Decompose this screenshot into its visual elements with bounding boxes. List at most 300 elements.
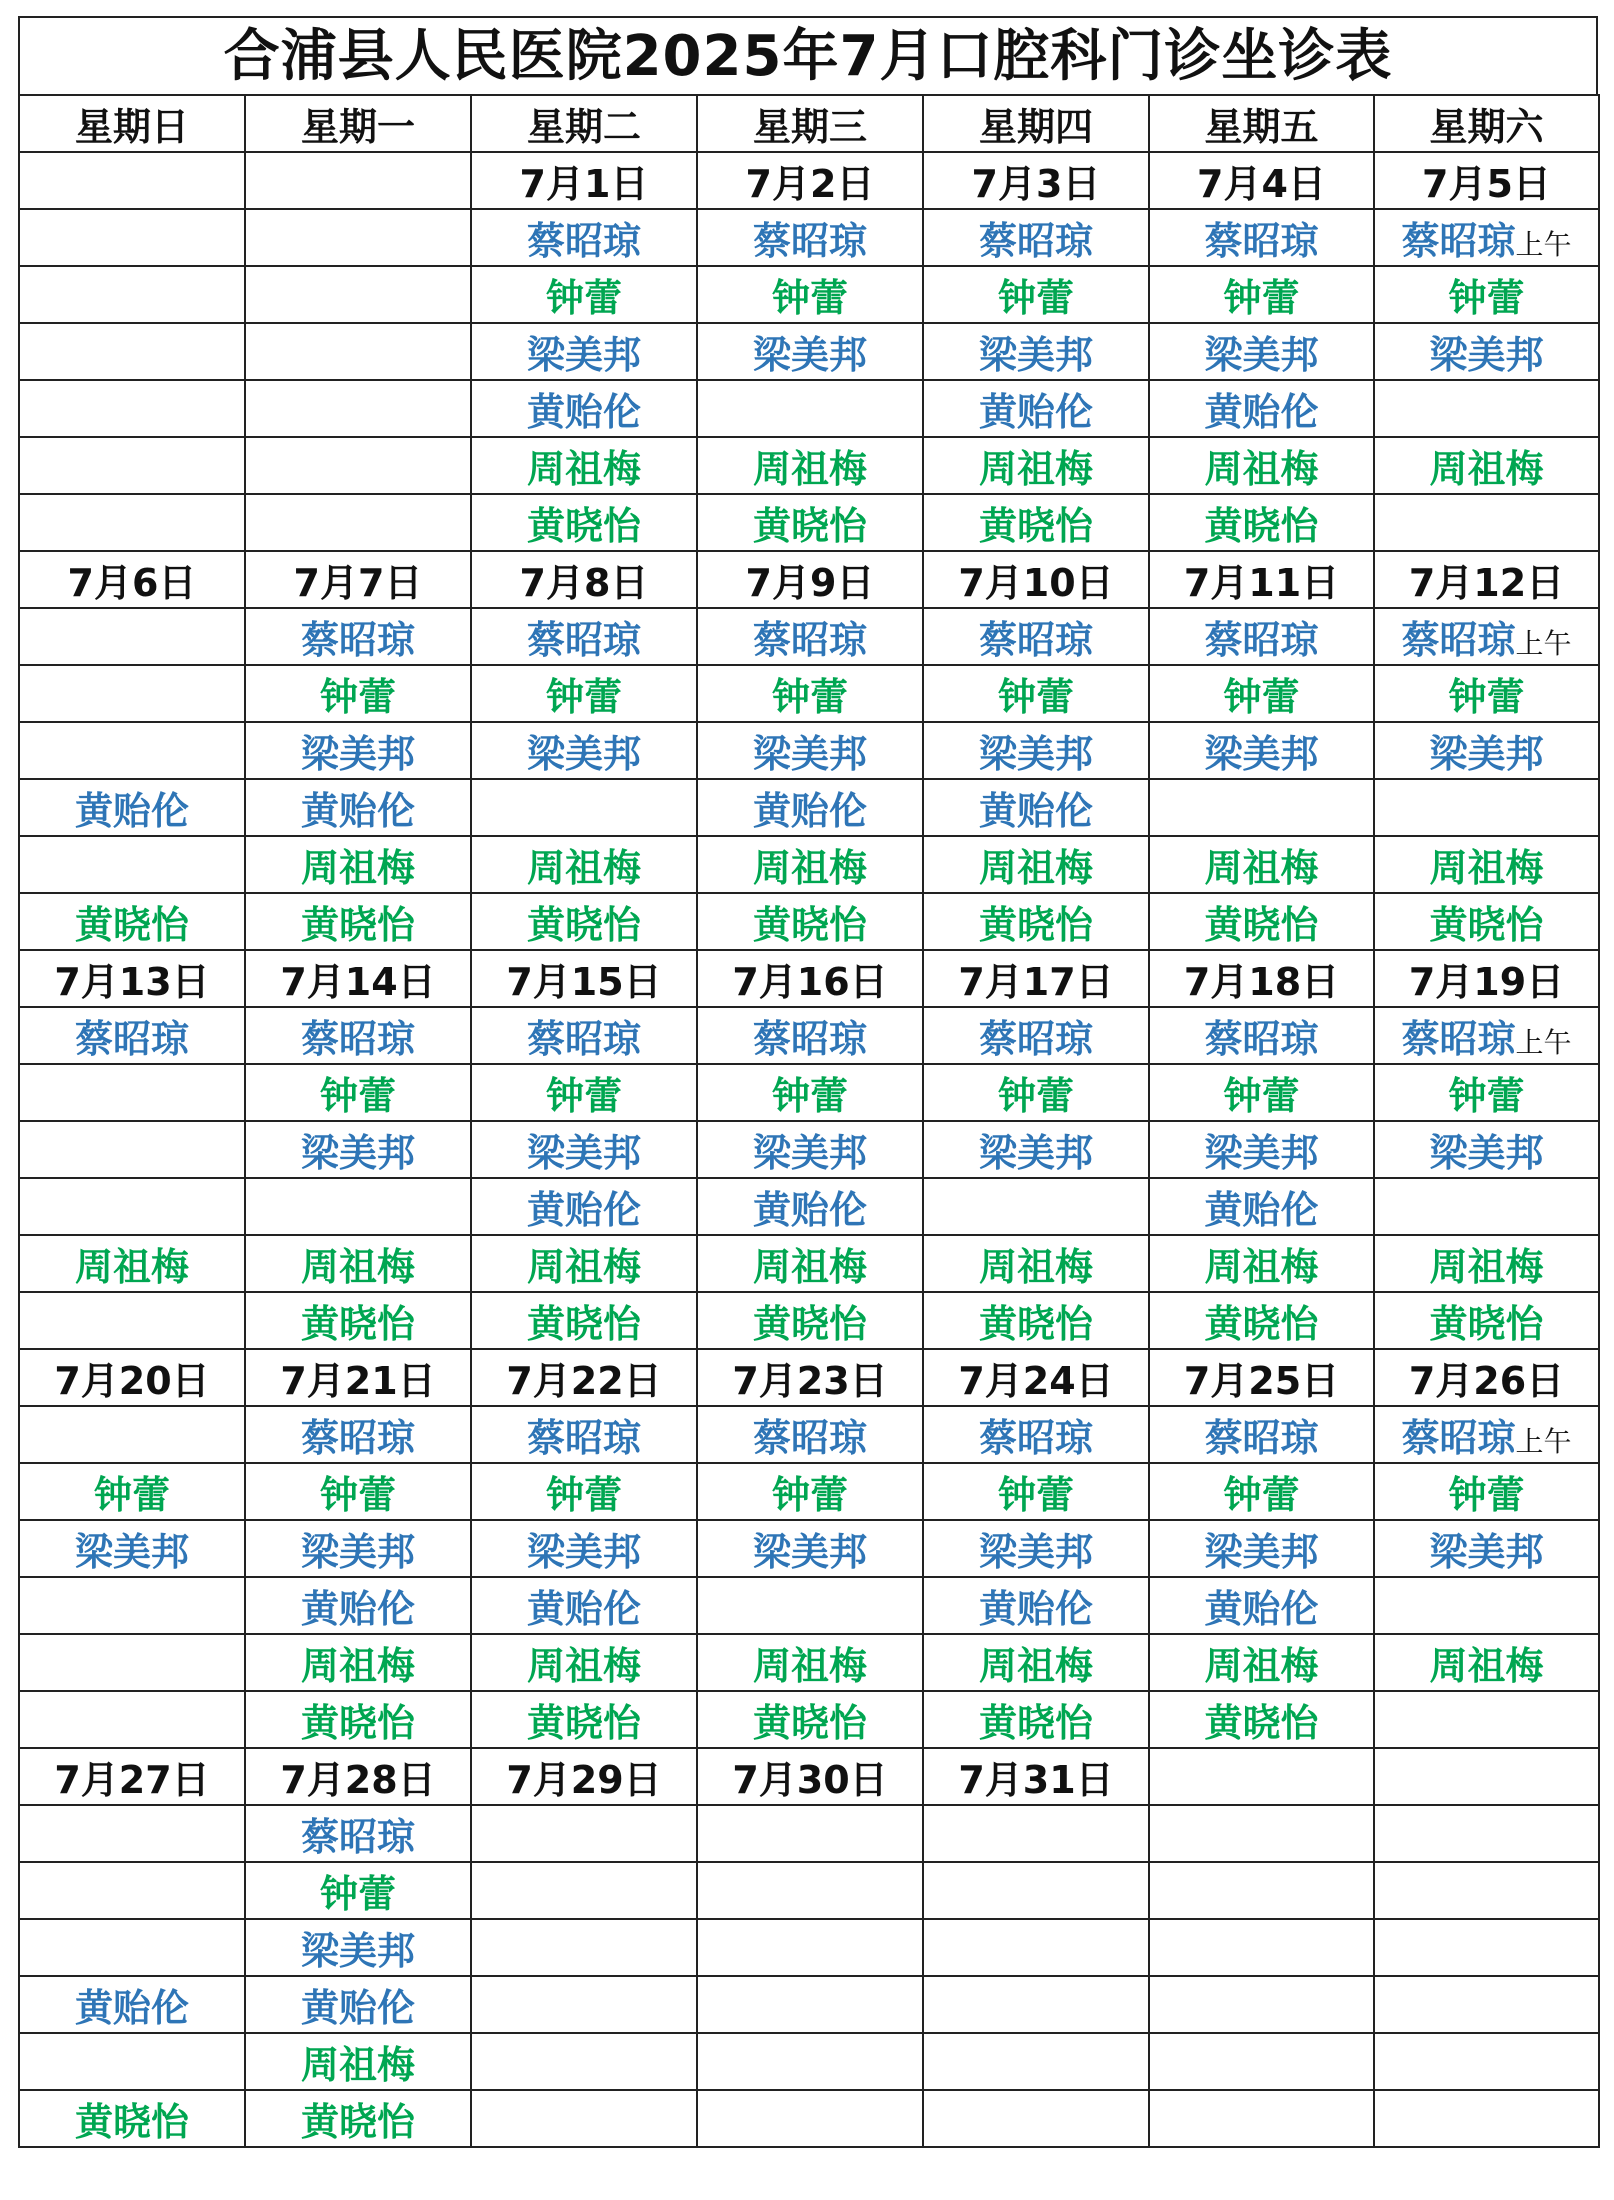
doctor-cell — [19, 1121, 245, 1178]
doctor-cell — [19, 893, 245, 950]
doctor-cell — [697, 893, 923, 950]
date-cell: 7月1日 — [471, 152, 697, 209]
date-cell: 7月14日 — [245, 950, 471, 1007]
date-cell — [19, 152, 245, 209]
doctor-name: 周祖梅 — [1204, 1245, 1319, 1289]
doctor-cell — [923, 1862, 1149, 1919]
doctor-name: 钟蕾 — [93, 1473, 170, 1517]
doctor-cell — [1374, 836, 1599, 893]
doctor-cell — [471, 1520, 697, 1577]
doctor-cell — [471, 836, 697, 893]
doctor-cell — [1374, 1520, 1599, 1577]
date-cell: 7月21日 — [245, 1349, 471, 1406]
doctor-cell — [697, 1121, 923, 1178]
doctor-name: 蔡昭琼 — [526, 618, 641, 662]
doctor-cell — [923, 722, 1149, 779]
doctor-cell — [19, 437, 245, 494]
doctor-name: 蔡昭琼 — [300, 1017, 415, 1061]
doctor-cell — [245, 1520, 471, 1577]
doctor-name: 钟蕾 — [1448, 276, 1525, 320]
doctor-name: 周祖梅 — [1204, 1644, 1319, 1688]
page-title: 合浦县人民医院2025年7月口腔科门诊坐诊表 — [18, 16, 1598, 94]
date-row — [19, 1349, 1599, 1406]
doctor-cell — [1374, 1862, 1599, 1919]
doctor-cell — [19, 1691, 245, 1748]
doctor-cell — [245, 1406, 471, 1463]
doctor-name: 周祖梅 — [1204, 846, 1319, 890]
date-cell: 7月18日 — [1149, 950, 1374, 1007]
doctor-name: 梁美邦 — [752, 1530, 867, 1574]
doctor-cell — [923, 1691, 1149, 1748]
doctor-cell — [471, 1121, 697, 1178]
doctor-name: 周祖梅 — [752, 846, 867, 890]
doctor-cell — [19, 266, 245, 323]
doctor-cell — [19, 1064, 245, 1121]
doctor-name: 黄贻伦 — [752, 1188, 867, 1232]
doctor-cell — [1374, 1406, 1599, 1463]
doctor-name: 梁美邦 — [74, 1530, 189, 1574]
doctor-cell — [245, 1292, 471, 1349]
doctor-name: 黄晓怡 — [526, 1701, 641, 1745]
date-cell: 7月10日 — [923, 551, 1149, 608]
doctor-cell — [471, 779, 697, 836]
doctor-cell — [697, 1406, 923, 1463]
doctor-row — [19, 779, 1599, 836]
weekday-header: 星期四 — [923, 95, 1149, 152]
doctor-cell — [1374, 1235, 1599, 1292]
weekday-header: 星期二 — [471, 95, 697, 152]
doctor-cell — [1149, 1406, 1374, 1463]
doctor-cell — [471, 1919, 697, 1976]
date-cell: 7月7日 — [245, 551, 471, 608]
doctor-name: 钟蕾 — [1223, 675, 1300, 719]
doctor-name: 周祖梅 — [526, 447, 641, 491]
date-cell: 7月20日 — [19, 1349, 245, 1406]
doctor-cell — [471, 1691, 697, 1748]
doctor-cell — [697, 779, 923, 836]
doctor-name: 蔡昭琼 — [74, 1017, 189, 1061]
doctor-cell — [1149, 209, 1374, 266]
doctor-cell — [1374, 209, 1599, 266]
doctor-cell — [697, 1178, 923, 1235]
doctor-name: 梁美邦 — [300, 1131, 415, 1175]
doctor-cell — [923, 779, 1149, 836]
doctor-cell — [245, 1577, 471, 1634]
doctor-cell — [1374, 437, 1599, 494]
doctor-row — [19, 1178, 1599, 1235]
doctor-name: 钟蕾 — [771, 276, 848, 320]
date-cell: 7月24日 — [923, 1349, 1149, 1406]
doctor-cell — [697, 2033, 923, 2090]
doctor-cell — [19, 608, 245, 665]
doctor-cell — [245, 1007, 471, 1064]
doctor-name: 钟蕾 — [319, 675, 396, 719]
doctor-name: 蔡昭琼 — [752, 618, 867, 662]
shift-note: 上午 — [1515, 228, 1572, 261]
date-cell: 7月4日 — [1149, 152, 1374, 209]
doctor-cell — [245, 266, 471, 323]
date-cell: 7月16日 — [697, 950, 923, 1007]
doctor-row — [19, 323, 1599, 380]
doctor-cell — [1374, 1919, 1599, 1976]
doctor-name: 蔡昭琼 — [752, 1416, 867, 1460]
doctor-name: 周祖梅 — [526, 1245, 641, 1289]
doctor-row — [19, 1805, 1599, 1862]
doctor-cell — [697, 437, 923, 494]
doctor-row — [19, 2033, 1599, 2090]
doctor-name: 蔡昭琼 — [978, 618, 1093, 662]
doctor-name: 钟蕾 — [545, 1074, 622, 1118]
doctor-cell — [923, 1121, 1149, 1178]
doctor-cell — [923, 2033, 1149, 2090]
doctor-name: 黄贻伦 — [1204, 390, 1319, 434]
doctor-cell — [1149, 1007, 1374, 1064]
date-cell: 7月23日 — [697, 1349, 923, 1406]
doctor-name: 黄晓怡 — [978, 903, 1093, 947]
doctor-cell — [1374, 1976, 1599, 2033]
doctor-cell — [245, 1064, 471, 1121]
doctor-cell — [245, 722, 471, 779]
doctor-cell — [697, 1805, 923, 1862]
shift-note: 上午 — [1515, 627, 1572, 660]
doctor-cell — [1149, 1178, 1374, 1235]
doctor-cell — [1149, 1976, 1374, 2033]
doctor-cell — [1374, 665, 1599, 722]
doctor-cell — [923, 1577, 1149, 1634]
doctor-row — [19, 1634, 1599, 1691]
doctor-name: 黄晓怡 — [1204, 1701, 1319, 1745]
doctor-name: 黄晓怡 — [300, 1302, 415, 1346]
doctor-name: 钟蕾 — [1448, 1473, 1525, 1517]
doctor-name: 黄贻伦 — [300, 1986, 415, 2030]
doctor-name: 蔡昭琼 — [300, 1416, 415, 1460]
doctor-cell — [471, 209, 697, 266]
doctor-cell — [19, 1862, 245, 1919]
doctor-cell — [697, 2090, 923, 2147]
doctor-cell — [1374, 2090, 1599, 2147]
doctor-name: 梁美邦 — [978, 1530, 1093, 1574]
doctor-cell — [697, 209, 923, 266]
doctor-cell — [471, 2033, 697, 2090]
doctor-name: 黄晓怡 — [526, 903, 641, 947]
doctor-cell — [697, 608, 923, 665]
doctor-cell — [19, 2090, 245, 2147]
doctor-name: 蔡昭琼 — [526, 1416, 641, 1460]
doctor-cell — [19, 779, 245, 836]
doctor-cell — [245, 1235, 471, 1292]
doctor-cell — [1149, 665, 1374, 722]
doctor-cell — [697, 1691, 923, 1748]
doctor-cell — [923, 1805, 1149, 1862]
doctor-name: 钟蕾 — [545, 675, 622, 719]
doctor-cell — [1374, 1634, 1599, 1691]
doctor-cell — [471, 1634, 697, 1691]
doctor-name: 钟蕾 — [1448, 675, 1525, 719]
date-cell: 7月17日 — [923, 950, 1149, 1007]
doctor-name: 周祖梅 — [978, 846, 1093, 890]
doctor-cell — [1374, 323, 1599, 380]
doctor-cell — [697, 665, 923, 722]
doctor-cell — [1149, 1064, 1374, 1121]
doctor-cell — [697, 1862, 923, 1919]
doctor-cell — [471, 494, 697, 551]
weekday-header: 星期五 — [1149, 95, 1374, 152]
doctor-cell — [245, 665, 471, 722]
doctor-name: 黄贻伦 — [74, 1986, 189, 2030]
doctor-row — [19, 1292, 1599, 1349]
doctor-name: 黄晓怡 — [526, 1302, 641, 1346]
doctor-cell — [697, 1976, 923, 2033]
doctor-row — [19, 665, 1599, 722]
date-row — [19, 1748, 1599, 1805]
doctor-name: 黄贻伦 — [978, 390, 1093, 434]
doctor-cell — [697, 836, 923, 893]
doctor-cell — [1149, 1121, 1374, 1178]
doctor-cell — [471, 1406, 697, 1463]
doctor-cell — [245, 1691, 471, 1748]
doctor-name: 钟蕾 — [997, 675, 1074, 719]
doctor-cell — [1149, 323, 1374, 380]
doctor-name: 蔡昭琼 — [752, 1017, 867, 1061]
doctor-name: 黄贻伦 — [526, 1587, 641, 1631]
doctor-cell — [19, 1577, 245, 1634]
date-row — [19, 152, 1599, 209]
date-cell: 7月29日 — [471, 1748, 697, 1805]
doctor-cell — [471, 1862, 697, 1919]
doctor-name: 蔡昭琼 — [1401, 219, 1516, 263]
doctor-name: 梁美邦 — [752, 1131, 867, 1175]
doctor-row — [19, 437, 1599, 494]
doctor-cell — [19, 1976, 245, 2033]
doctor-cell — [471, 1292, 697, 1349]
date-cell — [1374, 1748, 1599, 1805]
weekday-header: 星期六 — [1374, 95, 1599, 152]
doctor-cell — [923, 665, 1149, 722]
schedule-sheet — [18, 16, 1598, 2188]
doctor-name: 蔡昭琼 — [1401, 1017, 1516, 1061]
doctor-cell — [697, 1919, 923, 1976]
doctor-name: 蔡昭琼 — [526, 1017, 641, 1061]
doctor-name: 梁美邦 — [1429, 1131, 1544, 1175]
doctor-name: 蔡昭琼 — [300, 1815, 415, 1859]
doctor-cell — [1374, 2033, 1599, 2090]
doctor-cell — [245, 2090, 471, 2147]
doctor-cell — [697, 1634, 923, 1691]
doctor-name: 梁美邦 — [300, 732, 415, 776]
doctor-name: 蔡昭琼 — [978, 219, 1093, 263]
doctor-cell — [19, 1520, 245, 1577]
doctor-row — [19, 266, 1599, 323]
doctor-cell — [923, 1178, 1149, 1235]
doctor-cell — [19, 1292, 245, 1349]
doctor-name: 蔡昭琼 — [526, 219, 641, 263]
doctor-cell — [923, 1292, 1149, 1349]
doctor-cell — [1149, 779, 1374, 836]
doctor-cell — [697, 494, 923, 551]
doctor-cell — [471, 665, 697, 722]
doctor-cell — [19, 836, 245, 893]
doctor-name: 蔡昭琼 — [978, 1416, 1093, 1460]
doctor-cell — [19, 209, 245, 266]
doctor-name: 黄晓怡 — [1429, 1302, 1544, 1346]
doctor-cell — [923, 1520, 1149, 1577]
doctor-name: 钟蕾 — [545, 1473, 622, 1517]
doctor-cell — [245, 323, 471, 380]
doctor-cell — [1149, 1919, 1374, 1976]
doctor-cell — [923, 893, 1149, 950]
doctor-cell — [471, 323, 697, 380]
date-row — [19, 950, 1599, 1007]
doctor-name: 蔡昭琼 — [1401, 618, 1516, 662]
date-cell: 7月6日 — [19, 551, 245, 608]
doctor-cell — [1149, 722, 1374, 779]
doctor-cell — [923, 1919, 1149, 1976]
date-cell: 7月26日 — [1374, 1349, 1599, 1406]
doctor-name: 梁美邦 — [1429, 1530, 1544, 1574]
doctor-cell — [19, 665, 245, 722]
doctor-name: 黄晓怡 — [978, 1302, 1093, 1346]
doctor-name: 梁美邦 — [300, 1929, 415, 1973]
doctor-row — [19, 608, 1599, 665]
doctor-cell — [245, 494, 471, 551]
date-cell: 7月11日 — [1149, 551, 1374, 608]
doctor-name: 周祖梅 — [300, 1245, 415, 1289]
doctor-name: 黄晓怡 — [978, 504, 1093, 548]
doctor-cell — [245, 1178, 471, 1235]
schedule-table — [18, 94, 1600, 2148]
date-row — [19, 551, 1599, 608]
doctor-cell — [1149, 1634, 1374, 1691]
doctor-cell — [697, 1463, 923, 1520]
doctor-cell — [1374, 266, 1599, 323]
doctor-name: 梁美邦 — [1429, 732, 1544, 776]
doctor-cell — [1374, 893, 1599, 950]
doctor-name: 梁美邦 — [1204, 1530, 1319, 1574]
doctor-name: 梁美邦 — [1429, 333, 1544, 377]
doctor-cell — [245, 380, 471, 437]
doctor-name: 钟蕾 — [997, 276, 1074, 320]
doctor-cell — [245, 1862, 471, 1919]
doctor-name: 黄晓怡 — [300, 2100, 415, 2144]
doctor-cell — [923, 1235, 1149, 1292]
doctor-cell — [697, 722, 923, 779]
doctor-name: 周祖梅 — [978, 447, 1093, 491]
doctor-cell — [1374, 1463, 1599, 1520]
doctor-cell — [245, 209, 471, 266]
doctor-name: 黄贻伦 — [978, 1587, 1093, 1631]
doctor-cell — [1149, 1691, 1374, 1748]
doctor-name: 梁美邦 — [526, 732, 641, 776]
doctor-cell — [697, 266, 923, 323]
doctor-cell — [1374, 1577, 1599, 1634]
doctor-cell — [19, 2033, 245, 2090]
doctor-name: 黄贻伦 — [978, 789, 1093, 833]
doctor-name: 黄贻伦 — [752, 789, 867, 833]
doctor-cell — [697, 323, 923, 380]
doctor-cell — [1149, 494, 1374, 551]
doctor-name: 周祖梅 — [1429, 1644, 1544, 1688]
doctor-cell — [245, 1121, 471, 1178]
shift-note: 上午 — [1515, 1425, 1572, 1458]
weekday-header: 星期日 — [19, 95, 245, 152]
doctor-name: 梁美邦 — [526, 333, 641, 377]
doctor-name: 梁美邦 — [1204, 1131, 1319, 1175]
doctor-name: 黄晓怡 — [1429, 903, 1544, 947]
doctor-cell — [19, 380, 245, 437]
doctor-cell — [19, 323, 245, 380]
doctor-name: 黄贻伦 — [1204, 1188, 1319, 1232]
doctor-cell — [1149, 1520, 1374, 1577]
date-cell: 7月25日 — [1149, 1349, 1374, 1406]
doctor-row — [19, 1121, 1599, 1178]
doctor-name: 梁美邦 — [526, 1530, 641, 1574]
doctor-name: 梁美邦 — [300, 1530, 415, 1574]
doctor-cell — [923, 1463, 1149, 1520]
doctor-cell — [923, 1007, 1149, 1064]
doctor-cell — [245, 1805, 471, 1862]
doctor-cell — [471, 608, 697, 665]
doctor-name: 周祖梅 — [1429, 447, 1544, 491]
doctor-name: 周祖梅 — [300, 846, 415, 890]
doctor-name: 周祖梅 — [752, 1644, 867, 1688]
date-cell: 7月28日 — [245, 1748, 471, 1805]
doctor-cell — [1149, 893, 1374, 950]
doctor-cell — [697, 380, 923, 437]
doctor-name: 梁美邦 — [978, 1131, 1093, 1175]
doctor-name: 黄贻伦 — [74, 789, 189, 833]
doctor-name: 梁美邦 — [978, 732, 1093, 776]
doctor-cell — [1374, 779, 1599, 836]
doctor-cell — [471, 437, 697, 494]
doctor-cell — [245, 779, 471, 836]
doctor-name: 周祖梅 — [1429, 1245, 1544, 1289]
doctor-cell — [19, 1178, 245, 1235]
doctor-name: 黄晓怡 — [752, 1701, 867, 1745]
doctor-cell — [1374, 1292, 1599, 1349]
doctor-name: 周祖梅 — [300, 2043, 415, 2087]
doctor-cell — [1374, 1121, 1599, 1178]
doctor-name: 黄晓怡 — [526, 504, 641, 548]
doctor-cell — [923, 1976, 1149, 2033]
doctor-name: 梁美邦 — [1204, 732, 1319, 776]
doctor-name: 钟蕾 — [319, 1473, 396, 1517]
doctor-cell — [471, 1463, 697, 1520]
doctor-cell — [19, 1634, 245, 1691]
weekday-header-row — [19, 95, 1599, 152]
doctor-cell — [471, 266, 697, 323]
doctor-name: 梁美邦 — [1204, 333, 1319, 377]
doctor-cell — [923, 836, 1149, 893]
doctor-name: 蔡昭琼 — [752, 219, 867, 263]
doctor-cell — [923, 266, 1149, 323]
date-cell — [245, 152, 471, 209]
doctor-name: 钟蕾 — [545, 276, 622, 320]
doctor-cell — [923, 1406, 1149, 1463]
doctor-name: 蔡昭琼 — [300, 618, 415, 662]
date-cell: 7月8日 — [471, 551, 697, 608]
doctor-name: 蔡昭琼 — [1204, 618, 1319, 662]
doctor-name: 周祖梅 — [526, 846, 641, 890]
doctor-name: 梁美邦 — [752, 732, 867, 776]
date-cell: 7月2日 — [697, 152, 923, 209]
doctor-row — [19, 836, 1599, 893]
doctor-cell — [19, 494, 245, 551]
doctor-cell — [1374, 608, 1599, 665]
doctor-name: 钟蕾 — [1223, 1473, 1300, 1517]
doctor-cell — [923, 437, 1149, 494]
doctor-cell — [471, 722, 697, 779]
date-cell: 7月30日 — [697, 1748, 923, 1805]
